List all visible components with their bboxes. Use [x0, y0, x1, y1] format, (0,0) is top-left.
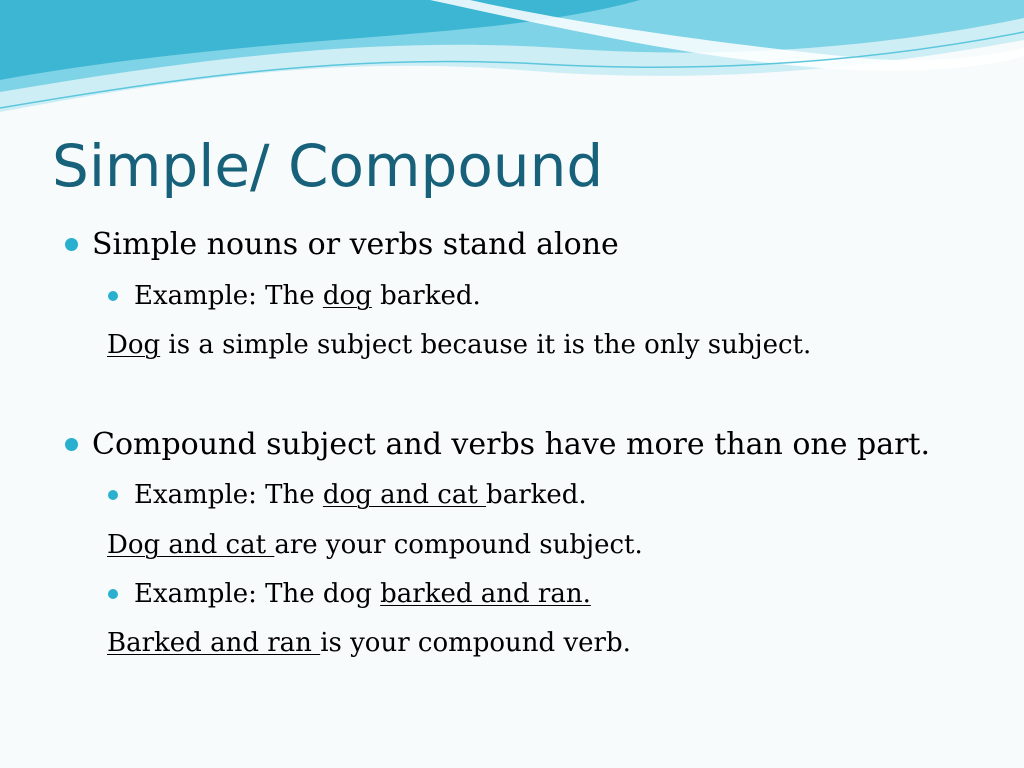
example-suffix: barked. — [371, 281, 481, 311]
section-2-explanation-1 — [107, 527, 643, 563]
bullet-dot-icon — [65, 438, 78, 451]
example-suffix: barked. — [486, 480, 587, 510]
underlined-term: dog and cat — [322, 480, 487, 510]
bullet-dot-icon — [108, 589, 118, 599]
bullet-dot-icon — [108, 291, 118, 301]
explanation-text: is your compound verb. — [320, 628, 631, 658]
section-1-example — [134, 278, 481, 314]
example-prefix: Example: The dog — [134, 579, 381, 609]
example-prefix: Example: The — [134, 480, 323, 510]
bullet-dot-icon — [108, 490, 118, 500]
underlined-term: Dog — [107, 330, 161, 360]
slide-title: Simple/ Compound — [52, 132, 604, 200]
underlined-term: Barked and ran — [107, 628, 321, 658]
underlined-term: dog — [322, 281, 372, 311]
section-1-heading: Simple nouns or verbs stand alone — [92, 227, 619, 262]
underlined-term: Dog and cat — [107, 530, 275, 560]
section-2-heading: Compound subject and verbs have more than one part. — [92, 427, 931, 462]
example-prefix: Example: The — [134, 281, 323, 311]
explanation-text: is a simple subject because it is the only subject. — [160, 330, 812, 360]
section-1-explanation — [107, 327, 811, 363]
decorative-wave-header — [0, 0, 1024, 130]
section-2-example-2 — [134, 576, 591, 612]
underlined-term: barked and ran. — [380, 579, 591, 609]
section-2-example-1 — [134, 477, 587, 513]
explanation-text: are your compound subject. — [274, 530, 643, 560]
bullet-dot-icon — [65, 238, 78, 251]
section-2-explanation-2 — [107, 625, 631, 661]
